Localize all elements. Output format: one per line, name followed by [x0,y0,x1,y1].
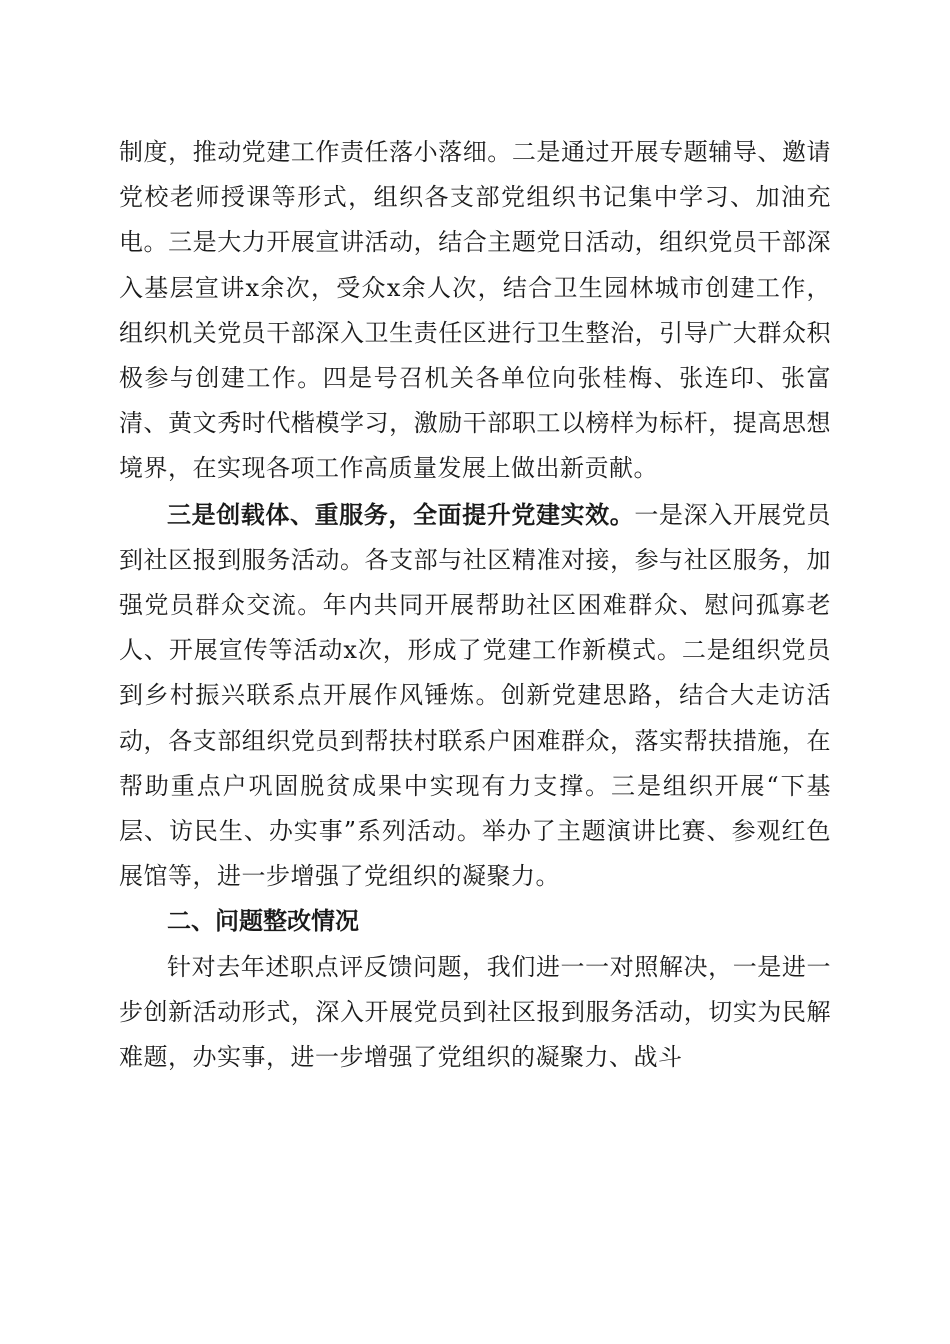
paragraph-continuation: 制度，推动党建工作责任落小落细。二是通过开展专题辅导、邀请党校老师授课等形式，组织各支部党组织书记集中学习、加油充电。三是大力开展宣讲活动，结合主题党日活动，组织党员干部深入基层宣讲x余次，受众x余人次，结合卫生园林城市创建工作，组织机关党员干部深入卫生责任区进行卫生整治，引导广大群众积极参与创建工作。四是号召机关各单位向张桂梅、张连印、张富清、黄文秀时代楷模学习，激励干部职工以榜样为标杆，提高思想境界，在实现各项工作高质量发展上做出新贡献。 [119,138,831,483]
paragraph-body-text: 一是深入开展党员到社区报到服务活动。各支部与社区精准对接，参与社区服务，加强党员群众交流。年内共同开展帮助社区困难群众、慰问孤寡老人、开展宣传等活动x次，形成了党建工作新模式。二是组织党员到乡村振兴联系点开展作风锤炼。创新党建思路，结合大走访活动，各支部组织党员到帮扶村联系户困难群众，落实帮扶措施，在帮助重点户巩固脱贫成果中实现有力支撑。三是组织开展“下基层、访民生、办实事”系列活动。举办了主题演讲比赛、参观红色展馆等，进一步增强了党组织的凝聚力。 [119,500,832,891]
paragraph-rectification: 针对去年述职点评反馈问题，我们进一一对照解决，一是进一步创新活动形式，深入开展党员到社区报到服务活动，切实为民解难题，办实事，进一步增强了党组织的凝聚力、战斗 [119,952,831,1072]
paragraph-service-effectiveness [119,492,831,900]
document-body [119,130,831,1080]
paragraph-lead-sentence: 三是创载体、重服务，全面提升党建实效。 [167,499,635,529]
section-heading: 二、问题整改情况 [167,907,359,936]
